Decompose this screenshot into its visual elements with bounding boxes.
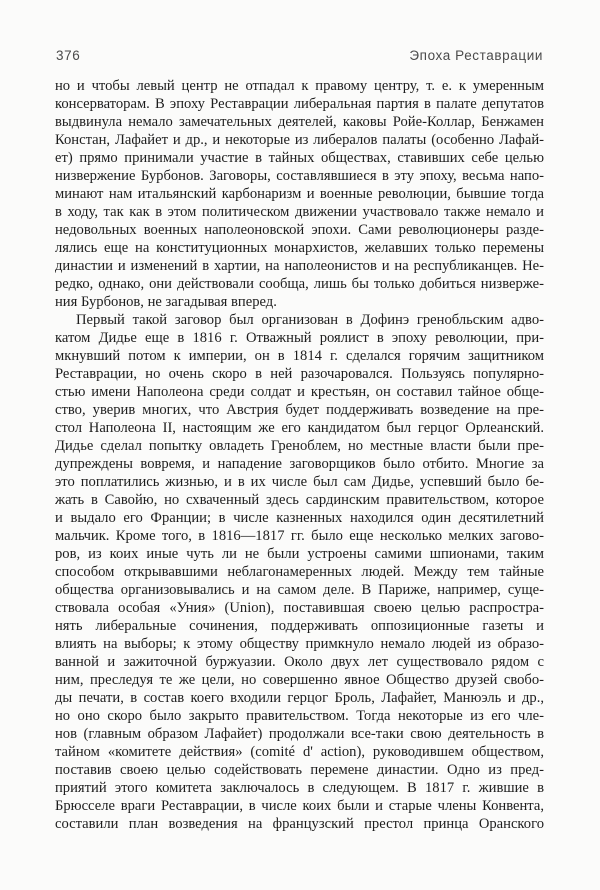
text-line: тайном «комитете действия» (comité d' action), руководившем обществом, — [55, 744, 544, 760]
text-line: ванной и зажиточной буржуазии. Около двух лет существовало рядом с — [55, 654, 544, 670]
text-line: ров, из коих иные чуть ли не были устроены самими шпионами, таким — [55, 546, 544, 562]
text-line: и выдало его Франции; в числе казненных находился один десятилетний — [55, 510, 544, 526]
text-line: нять либеральные сочинения, поддерживать оппозиционные газеты и — [55, 618, 544, 634]
text-line: влиять на выборы; к этому обществу примкнуло немало людей из образо- — [55, 636, 544, 652]
text-line: Констан, Лафайет и др., и некоторые из либералов палаты (особенно Лафай- — [55, 132, 544, 148]
text-line: катом Дидье еще в 1816 г. Отважный роялист в эпоху революции, при- — [55, 330, 544, 346]
text-line: Брюсселе враги Реставрации, в числе коих были и старые члены Конвента, — [55, 798, 544, 814]
paragraph — [55, 77, 544, 311]
text-line: это поплатились жизнью, и в их числе был сам Дидье, успевший было бе- — [55, 474, 544, 490]
text-line: Первый такой заговор был организован в Дофинэ гренобльским адво- — [76, 312, 544, 328]
text-line: династии и изменений в хартии, на наполеонистов и на республиканцев. Не- — [55, 258, 544, 274]
text-line: но и чтобы левый центр не отпадал к правому центру, т. е. к умеренным — [55, 78, 544, 94]
text-line: ним, преследуя те же цели, но совершенно явное Общество друзей свобо- — [55, 672, 544, 688]
page-header — [56, 48, 543, 63]
text-line: нов (главным образом Лафайет) продолжали все-таки свою деятельность в — [55, 726, 544, 742]
text-line: дупреждены вовремя, и нападение заговорщиков было отбито. Многие за — [55, 456, 544, 472]
text-line: в ходу, так как в этом политическом движении участвовало также немало и — [55, 204, 544, 220]
text-line: приятий этого комитета заключалось в следующем. В 1817 г. жившие в — [55, 780, 544, 796]
text-line: консерваторам. В эпоху Реставрации либеральная партия в палате депутатов — [55, 96, 544, 112]
text-line: составили план возведения на французский престол принца Оранского — [55, 816, 544, 832]
text-line: но оно скоро было закрыто правительством. Тогда некоторые из его чле- — [55, 708, 544, 724]
text-line: способом открывавшими неблагонамеренных людей. Между тем тайные — [55, 564, 544, 580]
text-line: редко, однако, они действовали сообща, лишь бы только добиться низверже- — [55, 276, 544, 292]
text-line: Дидье сделал попытку овладеть Греноблем, но местные власти были пре- — [55, 438, 544, 454]
text-line: мкнувший потом к империи, он в 1814 г. сделался горячим защитником — [55, 348, 544, 364]
text-line: ет) прямо принимали участие в тайных обществах, ставивших себе целью — [55, 150, 544, 166]
text-line: ния Бурбонов, не загадывая вперед. — [55, 294, 277, 310]
text-line: ствовала особая «Уния» (Union), поставившая своею целью распростра- — [55, 600, 544, 616]
text-line: выдвинула немало замечательных деятелей, каковы Ройе-Коллар, Бенжамен — [55, 114, 544, 130]
text-line: минают нам итальянский карбонаризм и военные революции, бывшие тогда — [55, 186, 544, 202]
page-number: 376 — [56, 48, 81, 63]
text-line: ды печати, в состав коего входили герцог Броль, Лафайет, Манюэль и др., — [55, 690, 544, 706]
text-line: лялись еще на конституционных монархистов, желавших только перемены — [55, 240, 544, 256]
text-line: стью имени Наполеона среди солдат и крестьян, он составил тайное обще- — [55, 384, 544, 400]
running-title: Эпоха Реставрации — [409, 48, 543, 63]
text-line: Реставрации, но очень скоро в ней разочаровался. Пользуясь популярно- — [55, 366, 544, 382]
text-line: низвержение Бурбонов. Заговоры, составлявшиеся в эту эпоху, весьма напо- — [55, 168, 544, 184]
text-line: недовольных военных наполеоновской эпохи. Сами революционеры разде- — [55, 222, 544, 238]
text-line: мальчик. Кроме того, в 1816—1817 гг. было еще несколько мелких загово- — [55, 528, 544, 544]
text-line: поставив своею целью содействовать перемене династии. Одно из пред- — [55, 762, 544, 778]
text-line: стол Наполеона II, настоящим же его кандидатом был герцог Орлеанский. — [55, 420, 544, 436]
text-line: ство, уверив многих, что Австрия будет поддерживать возведение на пре- — [55, 402, 544, 418]
paragraph — [55, 311, 544, 833]
page-body — [55, 77, 544, 833]
text-line: общества организовывались и на самом деле. В Париже, например, суще- — [55, 582, 544, 598]
text-line: жать в Савойю, но схваченный здесь сардинским правительством, которое — [55, 492, 544, 508]
